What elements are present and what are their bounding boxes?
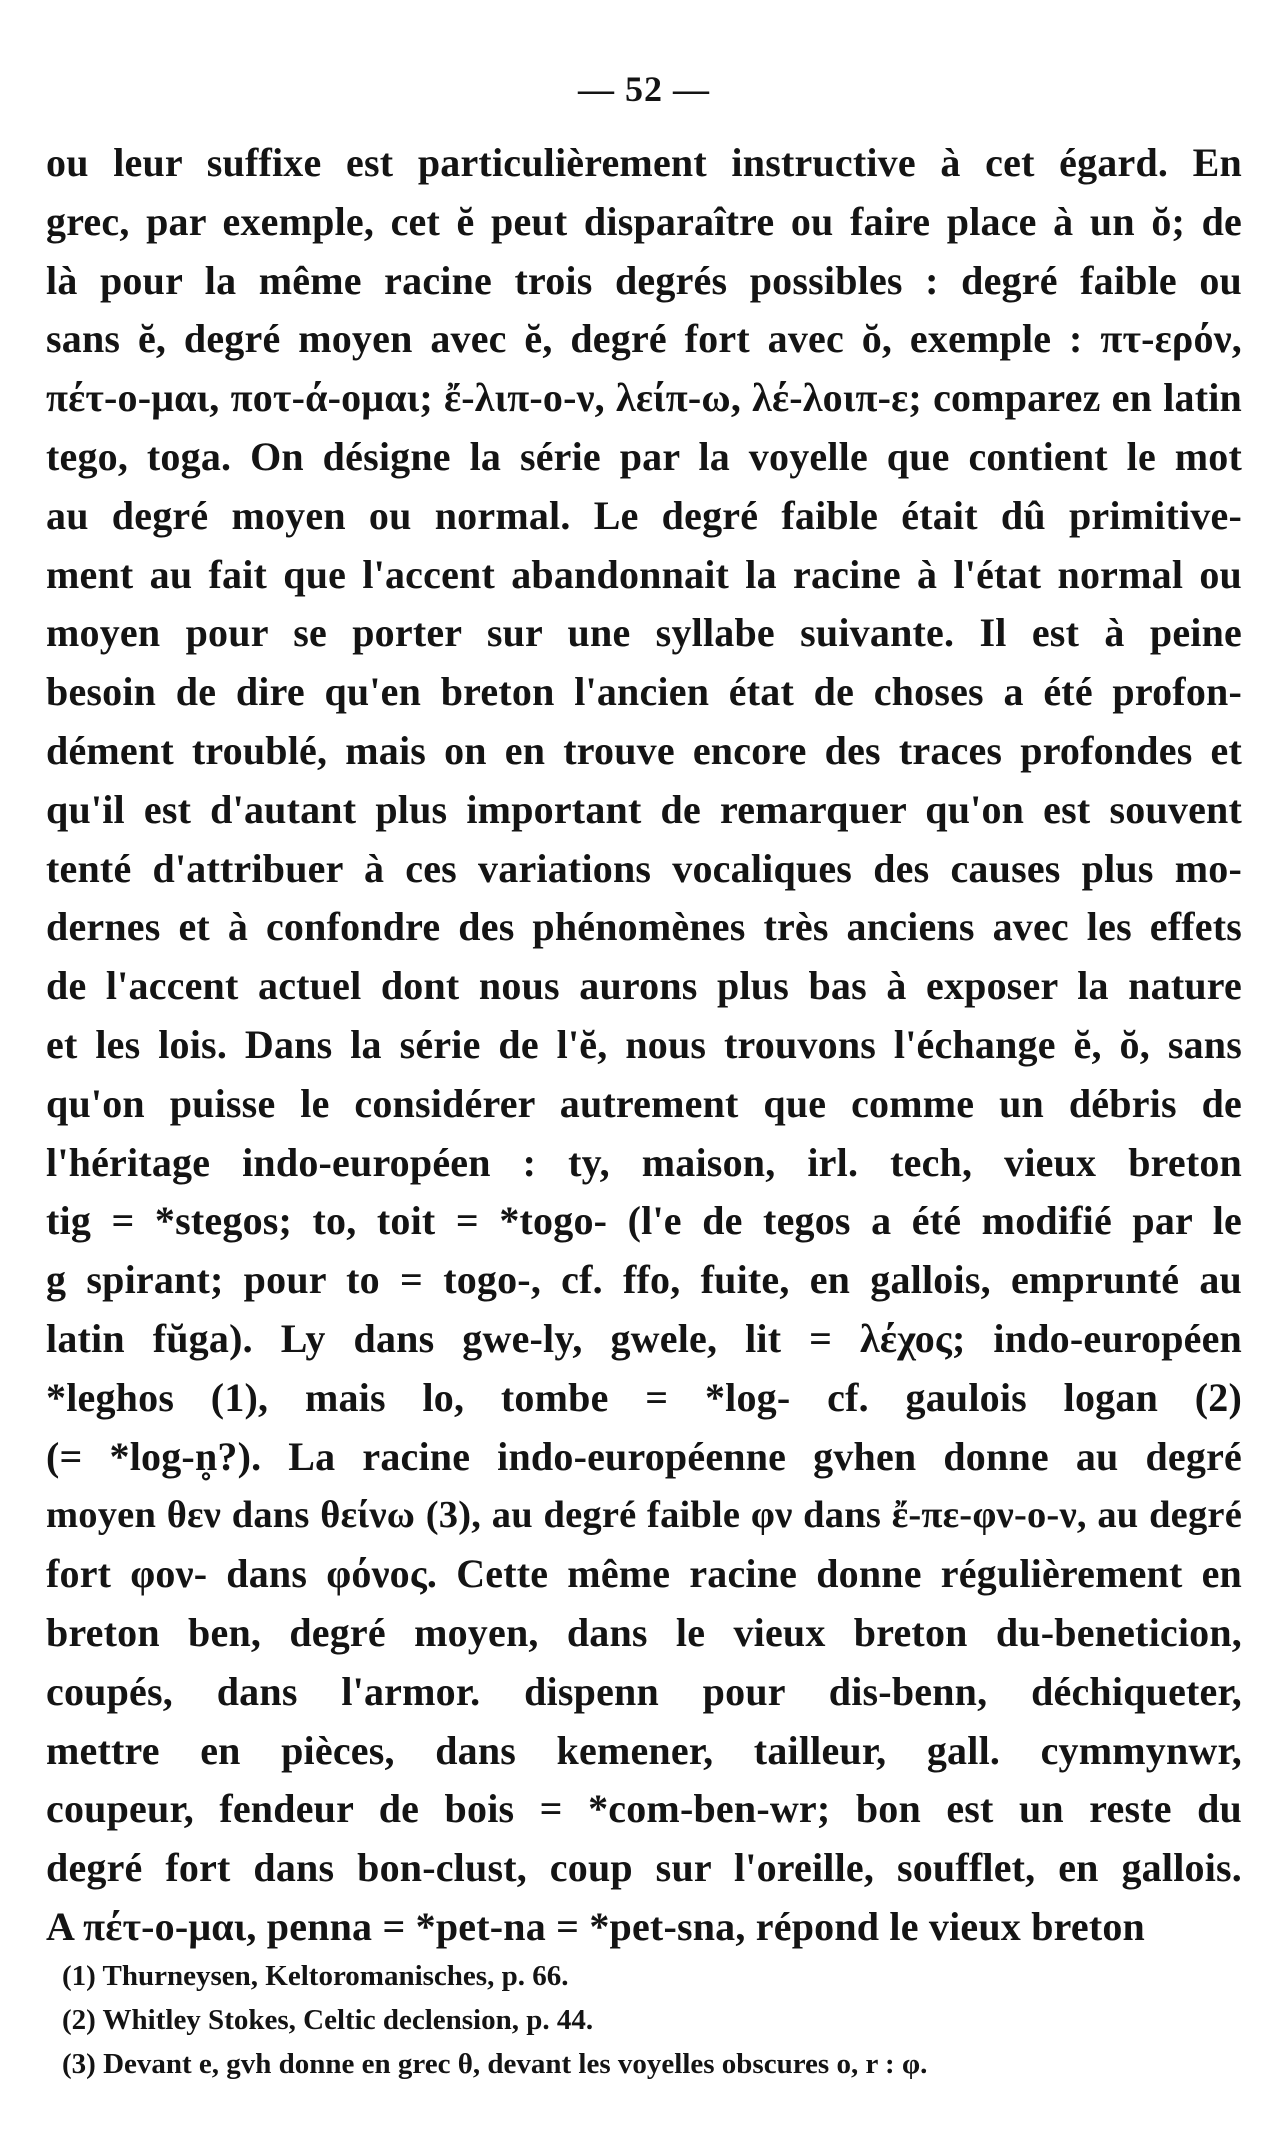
text-line: mettre en pièces, dans kemener, tailleur, gall. cymmynwr,	[46, 1727, 1242, 1773]
text-line: au degré moyen ou normal. Le degré faible était dû primitive-	[46, 492, 1242, 538]
text-line: ou leur suffixe est particulièrement instructive à cet égard. En	[46, 140, 1242, 185]
footnote: (2) Whitley Stokes, Celtic declension, p. 44.	[62, 2004, 594, 2036]
text-line: là pour la même racine trois degrés possibles : degré faible ou	[46, 257, 1242, 303]
text-line: g spirant; pour to = togo-, cf. ffo, fuite, en gallois, emprunté au	[46, 1257, 1242, 1303]
text-line: *leghos (1), mais lo, tombe = *log- cf. gaulois logan (2)	[46, 1374, 1242, 1420]
body-text	[46, 134, 1242, 1957]
text-line: moyen pour se porter sur une syllabe suivante. Il est à peine	[46, 610, 1242, 656]
text-line: l'héritage indo-européen : ty, maison, irl. tech, vieux breton	[46, 1139, 1242, 1185]
text-line: latin fŭga). Ly dans gwe-ly, gwele, lit = λέχος; indo-européen	[46, 1315, 1242, 1361]
text-line: ment au fait que l'accent abandonnait la racine à l'état normal ou	[46, 551, 1242, 597]
text-line: grec, par exemple, cet ĕ peut disparaître ou faire place à un ŏ; de	[46, 198, 1242, 244]
text-line: moyen θεν dans θείνω (3), au degré faible φν dans ἔ-πε-φν-ο-ν, au degré	[46, 1494, 1242, 1537]
text-line: dernes et à confondre des phénomènes très anciens avec les effets	[46, 904, 1242, 950]
footnotes	[62, 1954, 1222, 2086]
text-line: coupés, dans l'armor. dispenn pour dis-benn, déchiqueter,	[46, 1668, 1242, 1714]
text-line: breton ben, degré moyen, dans le vieux breton du-beneticion,	[46, 1609, 1242, 1655]
text-line: tego, toga. On désigne la série par la voyelle que contient le mot	[46, 433, 1242, 479]
text-line: dément troublé, mais on en trouve encore des traces profondes et	[46, 727, 1242, 773]
text-line: A πέτ-ο-μαι, penna = *pet-na = *pet-sna, répond le vieux breton	[46, 1903, 1146, 1949]
text-line: de l'accent actuel dont nous aurons plus bas à exposer la nature	[46, 963, 1242, 1009]
text-line: besoin de dire qu'en breton l'ancien état de choses a été profon-	[46, 669, 1242, 715]
footnote: (3) Devant e, gvh donne en grec θ, devant les voyelles obscures o, r : φ.	[62, 2048, 928, 2080]
text-line: tig = *stegos; to, toit = *togo- (l'e de tegos a été modifié par le	[46, 1198, 1242, 1244]
footnote: (1) Thurneysen, Keltoromanisches, p. 66.	[62, 1960, 569, 1992]
page-number: — 52 —	[578, 69, 710, 109]
text-line: πέτ-ο-μαι, ποτ-ά-ομαι; ἔ-λιπ-ο-ν, λείπ-ω, λέ-λοιπ-ε; comparez en latin	[46, 375, 1242, 421]
text-line: tenté d'attribuer à ces variations vocaliques des causes plus mo-	[46, 845, 1242, 891]
text-line: et les lois. Dans la série de l'ĕ, nous trouvons l'échange ĕ, ŏ, sans	[46, 1021, 1242, 1067]
text-line: (= *log-n̥?). La racine indo-européenne gvhen donne au degré	[46, 1433, 1242, 1479]
text-line: degré fort dans bon-clust, coup sur l'oreille, soufflet, en gallois.	[46, 1845, 1242, 1891]
text-line: fort φον- dans φόνος. Cette même racine donne régulièrement en	[46, 1551, 1242, 1597]
text-line: sans ĕ, degré moyen avec ĕ, degré fort avec ŏ, exemple : πτ-ερόν,	[46, 316, 1242, 362]
text-line: qu'il est d'autant plus important de remarquer qu'on est souvent	[46, 786, 1242, 832]
text-line: qu'on puisse le considérer autrement que comme un débris de	[46, 1080, 1242, 1126]
text-line: coupeur, fendeur de bois = *com-ben-wr; bon est un reste du	[46, 1786, 1242, 1832]
